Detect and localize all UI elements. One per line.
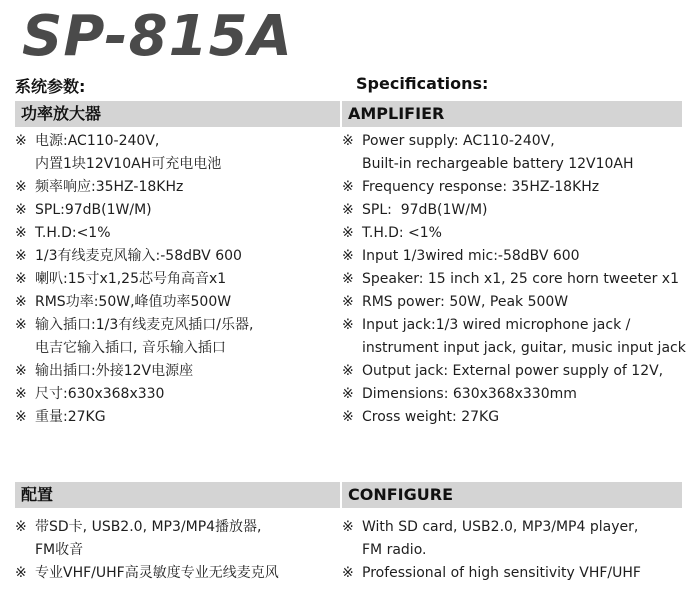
spec-item (15, 314, 253, 337)
bullet-mark (342, 337, 362, 360)
bullet-mark: ※ (15, 317, 27, 333)
spec-text: 重量:27KG (35, 409, 106, 425)
spec-item (15, 291, 253, 314)
amplifier-section-bar: 功率放大器 (15, 101, 340, 127)
spec-text: Cross weight: 27KG (362, 409, 500, 425)
spec-text: 内置1块12V10AH可充电电池 (35, 156, 222, 172)
bullet-mark: ※ (15, 363, 27, 379)
spec-text: 输出插口:外接12V电源座 (35, 363, 194, 379)
spec-item (15, 222, 253, 245)
bullet-mark: ※ (15, 271, 27, 287)
spec-text: RMS power: 50W, Peak 500W (362, 294, 569, 310)
spec-item (342, 130, 686, 153)
spec-text: Output jack: External power supply of 12V, (362, 363, 664, 379)
spec-item (15, 562, 279, 585)
spec-text: With SD card, USB2.0, MP3/MP4 player, (362, 519, 639, 535)
spec-text: Speaker: 15 inch x1, 25 core horn tweeter x1 (362, 271, 679, 287)
bullet-mark: ※ (15, 248, 27, 264)
spec-text: Input 1/3wired mic:-58dBV 600 (362, 248, 580, 264)
spec-item (15, 406, 253, 429)
spec-item (15, 245, 253, 268)
amplifier-spec-list (15, 130, 253, 429)
spec-item (15, 130, 253, 153)
spec-item (342, 268, 686, 291)
spec-item-continuation (342, 153, 686, 176)
bullet-mark (15, 337, 35, 360)
bullet-mark (15, 153, 35, 176)
spec-text: FM收音 (35, 542, 84, 558)
bullet-mark: ※ (342, 133, 354, 149)
spec-item (342, 360, 686, 383)
spec-text: 带SD卡, USB2.0, MP3/MP4播放器, (35, 519, 262, 535)
spec-text: 喇叭:15寸x1,25芯号角高音x1 (35, 271, 227, 287)
bullet-mark: ※ (342, 248, 354, 264)
spec-text: 专业VHF/UHF高灵敏度专业无线麦克风 (35, 565, 279, 581)
spec-item (15, 199, 253, 222)
spec-item-continuation (15, 337, 253, 360)
spec-item (342, 516, 641, 539)
bullet-mark: ※ (342, 409, 354, 425)
bullet-mark: ※ (342, 271, 354, 287)
spec-text: FM radio. (362, 542, 427, 558)
bullet-mark: ※ (342, 519, 354, 535)
spec-text: T.H.D: <1% (362, 225, 442, 241)
spec-text: 输入插口:1/3有线麦克风插口/乐器, (35, 317, 254, 333)
specs-heading: 系统参数: (15, 77, 86, 96)
bullet-mark: ※ (342, 386, 354, 402)
spec-text: 1/3有线麦克风输入:-58dBV 600 (35, 248, 242, 264)
bullet-mark: ※ (342, 202, 354, 218)
spec-item (342, 199, 686, 222)
spec-item (342, 406, 686, 429)
spec-item-continuation (15, 153, 253, 176)
spec-text: SPL: 97dB(1W/M) (362, 202, 488, 218)
spec-text: 电吉它输入插口, 音乐输入插口 (35, 340, 226, 356)
bullet-mark: ※ (15, 225, 27, 241)
spec-text: SPL:97dB(1W/M) (35, 202, 152, 218)
configure-section-bar: CONFIGURE (342, 482, 682, 508)
spec-text: Input jack:1/3 wired microphone jack / (362, 317, 631, 333)
spec-text: Built-in rechargeable battery 12V10AH (362, 156, 634, 172)
spec-item (342, 222, 686, 245)
spec-item (342, 562, 641, 585)
bullet-mark: ※ (15, 386, 27, 402)
configure-section-bar: 配置 (15, 482, 340, 508)
spec-text: Dimensions: 630x368x330mm (362, 386, 577, 402)
amplifier-spec-list (342, 130, 686, 429)
configure-spec-list (15, 516, 279, 585)
spec-text: instrument input jack, guitar, music input jack (362, 340, 686, 356)
bullet-mark: ※ (15, 519, 27, 535)
spec-item-continuation (342, 539, 641, 562)
spec-item (15, 176, 253, 199)
spec-item (342, 383, 686, 406)
bullet-mark: ※ (15, 133, 27, 149)
spec-text: 频率响应:35HZ-18KHz (35, 179, 184, 195)
spec-item (15, 383, 253, 406)
bullet-mark: ※ (15, 179, 27, 195)
spec-text: 尺寸:630x368x330 (35, 386, 165, 402)
spec-item (342, 176, 686, 199)
bullet-mark: ※ (342, 363, 354, 379)
bullet-mark: ※ (15, 294, 27, 310)
bullet-mark: ※ (15, 202, 27, 218)
bullet-mark: ※ (342, 179, 354, 195)
bullet-mark: ※ (342, 317, 354, 333)
specs-heading: Specifications: (356, 74, 489, 93)
spec-item-continuation (342, 337, 686, 360)
amplifier-section-bar: AMPLIFIER (342, 101, 682, 127)
bullet-mark: ※ (15, 565, 27, 581)
bullet-mark (342, 539, 362, 562)
spec-text: RMS功率:50W,峰值功率500W (35, 294, 232, 310)
spec-text: 电源:AC110-240V, (35, 133, 160, 149)
spec-item (342, 291, 686, 314)
spec-item (15, 516, 279, 539)
configure-spec-list (342, 516, 641, 585)
spec-text: T.H.D:<1% (35, 225, 111, 241)
model-title: SP-815A (22, 4, 293, 69)
spec-item (15, 268, 253, 291)
bullet-mark: ※ (342, 565, 354, 581)
bullet-mark (342, 153, 362, 176)
bullet-mark (15, 539, 35, 562)
spec-text: Power supply: AC110-240V, (362, 133, 555, 149)
bullet-mark: ※ (15, 409, 27, 425)
spec-item-continuation (15, 539, 279, 562)
bullet-mark: ※ (342, 225, 354, 241)
spec-text: Professional of high sensitivity VHF/UHF (362, 565, 641, 581)
spec-text: Frequency response: 35HZ-18KHz (362, 179, 600, 195)
spec-item (15, 360, 253, 383)
spec-item (342, 245, 686, 268)
bullet-mark: ※ (342, 294, 354, 310)
spec-item (342, 314, 686, 337)
